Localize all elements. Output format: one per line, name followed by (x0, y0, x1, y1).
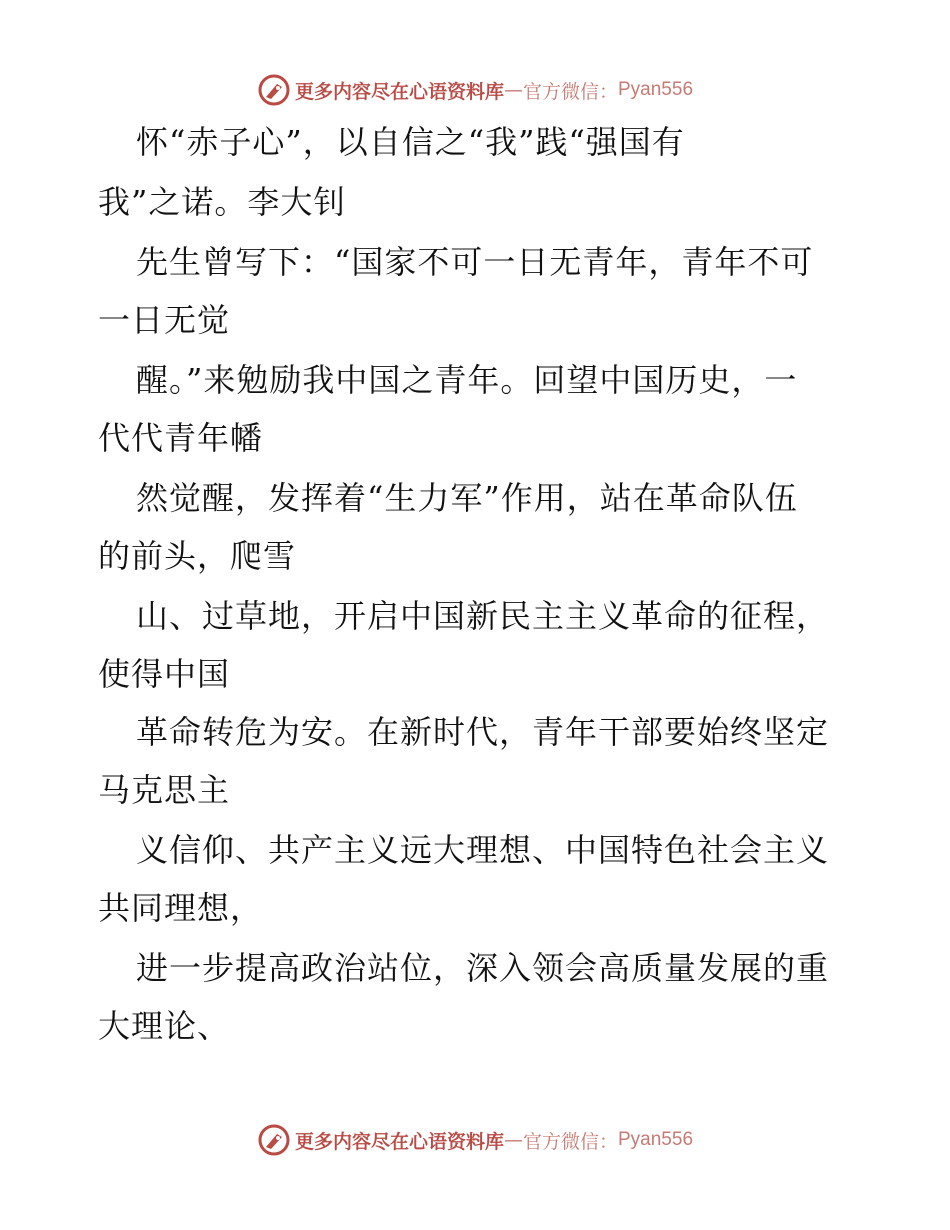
body-line: 我”之诺。李大钊 (98, 183, 347, 221)
body-line: 进一步提高政治站位，深入领会高质量发展的重 (136, 949, 830, 987)
footer-wechat-id: Pyan556 (618, 1129, 694, 1150)
body-line: 然觉醒，发挥着“生力军”作用，站在革命队伍 (136, 479, 798, 517)
body-line: 醒。”来勉励我中国之青年。回望中国历史，一 (136, 361, 798, 399)
footer-banner (0, 1118, 950, 1162)
header-banner (0, 68, 950, 112)
body-line: 共同理想， (98, 889, 264, 927)
body-line: 一日无觉 (98, 301, 231, 339)
body-line: 使得中国 (98, 655, 231, 693)
pen-nib-circle-icon (257, 73, 291, 107)
body-line: 怀“赤子心”，以自信之“我”践“强国有 (136, 123, 685, 161)
header-dash: — (503, 79, 523, 101)
footer-wechat-label: 官方微信： (522, 1130, 618, 1153)
body-line: 大理论、 (98, 1007, 231, 1045)
header-wechat-id: Pyan556 (618, 79, 694, 100)
footer-brand-text: 更多内容尽在心语资料库 (294, 1130, 504, 1153)
body-line: 山、过草地，开启中国新民主主义革命的征程， (136, 597, 830, 635)
body-line: 马克思主 (98, 771, 231, 809)
header-brand-text: 更多内容尽在心语资料库 (294, 80, 504, 103)
body-line: 代代青年幡 (98, 419, 264, 457)
body-line: 革命转危为安。在新时代，青年干部要始终坚定 (136, 713, 830, 751)
pen-nib-circle-icon (257, 1123, 291, 1157)
header-wechat-label: 官方微信： (522, 80, 618, 103)
body-line: 先生曾写下：“国家不可一日无青年，青年不可 (136, 243, 814, 281)
footer-dash: — (503, 1129, 523, 1151)
body-line: 义信仰、共产主义远大理想、中国特色社会主义 (136, 831, 830, 869)
body-line: 的前头，爬雪 (98, 537, 297, 575)
